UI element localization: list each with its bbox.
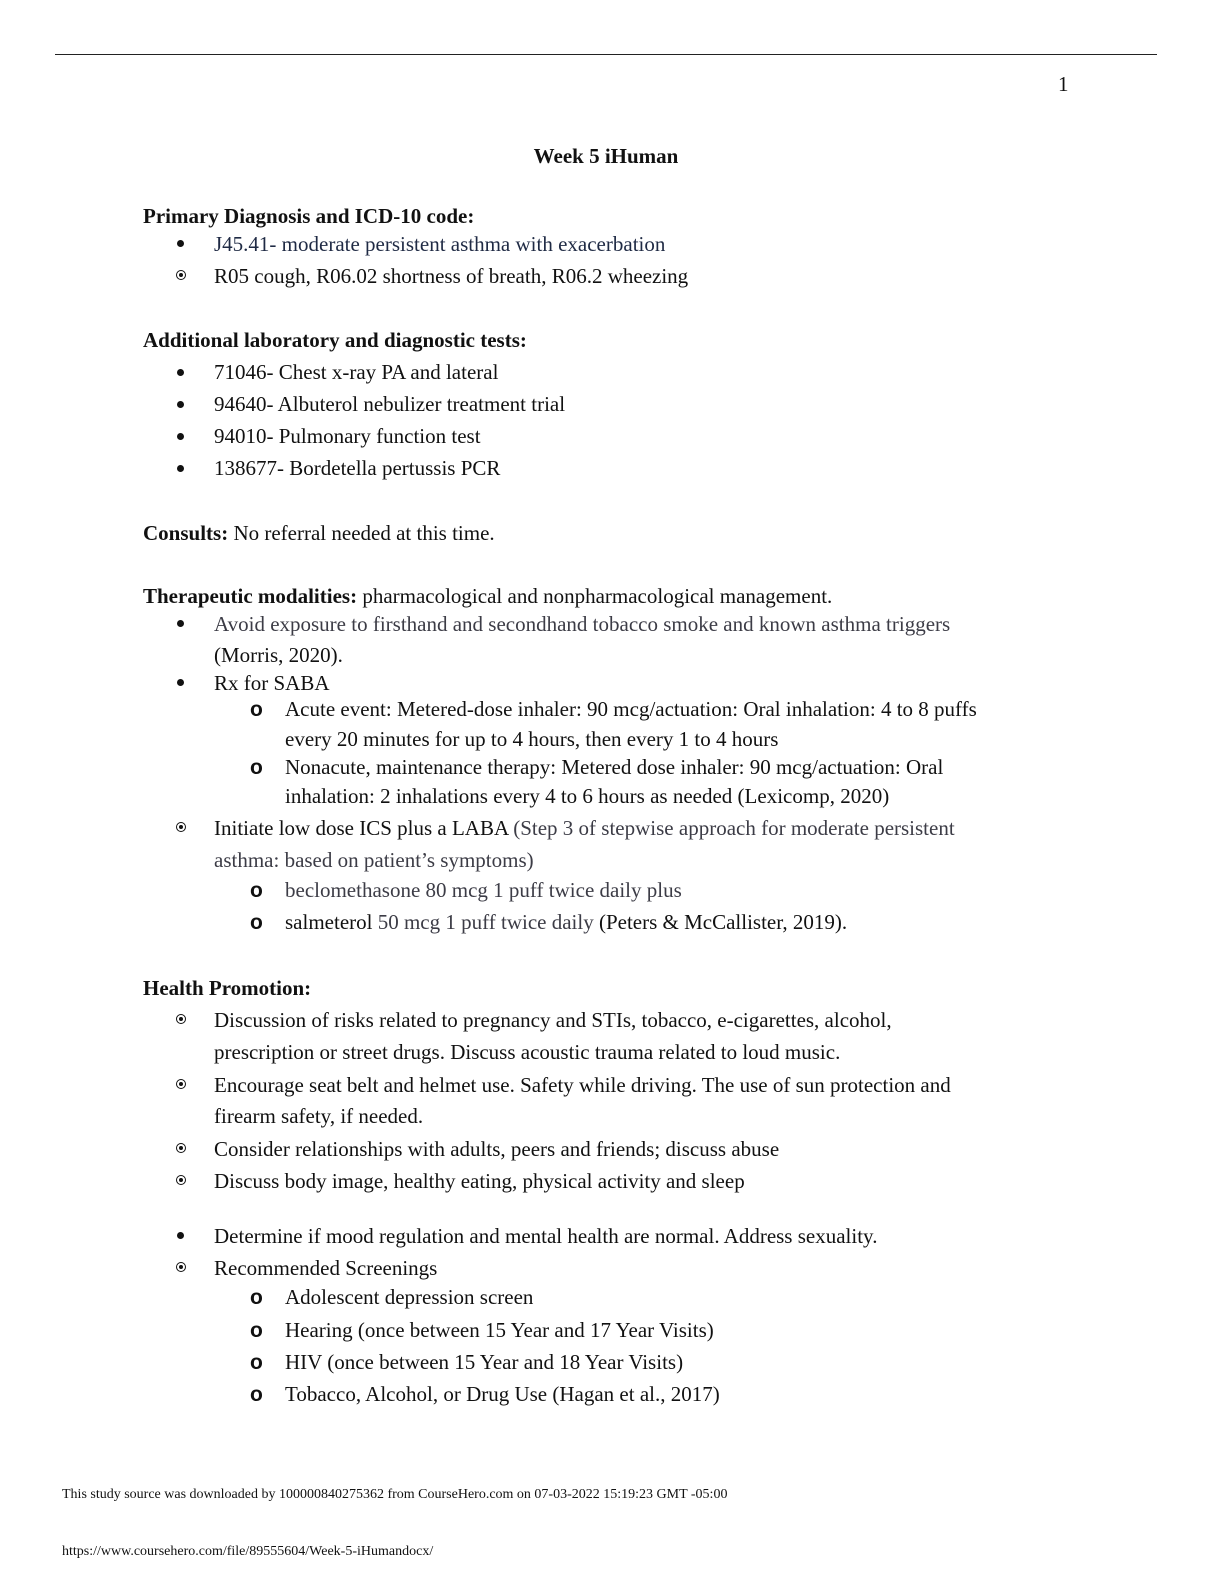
lab-test-item: 71046- Chest x-ray PA and lateral bbox=[214, 360, 499, 384]
screening-item: Adolescent depression screen bbox=[285, 1285, 534, 1309]
bullet-dot-icon bbox=[177, 1232, 184, 1239]
saba-item-line: Acute event: Metered-dose inhaler: 90 mcg/actuation: Oral inhalation: 4 to 8 puffs bbox=[285, 697, 977, 721]
therapeutic-item-line: (Morris, 2020). bbox=[214, 643, 343, 667]
therapeutic-text: pharmacological and nonpharmacological management. bbox=[357, 584, 833, 608]
bullet-ring-icon bbox=[176, 1175, 186, 1185]
therapeutic-paragraph bbox=[143, 581, 832, 612]
saba-item-line: every 20 minutes for up to 4 hours, then every 1 to 4 hours bbox=[285, 727, 779, 751]
health-item-line: prescription or street drugs. Discuss acoustic trauma related to loud music. bbox=[214, 1040, 841, 1064]
bullet-dot-icon bbox=[177, 401, 184, 408]
consults-heading: Consults: bbox=[143, 521, 229, 545]
sub-bullet-o-icon: o bbox=[250, 911, 263, 934]
lab-test-item: 138677- Bordetella pertussis PCR bbox=[214, 456, 501, 480]
therapeutic-heading: Therapeutic modalities: bbox=[143, 584, 358, 608]
bullet-ring-icon bbox=[176, 270, 186, 280]
header-rule bbox=[55, 54, 1157, 55]
salmeterol-dose: 50 mcg 1 puff twice daily bbox=[372, 910, 594, 934]
lab-test-item: 94010- Pulmonary function test bbox=[214, 424, 481, 448]
download-notice: This study source was downloaded by 100000840275362 from CourseHero.com on 07-03-2022 15:19:23 GMT -05:00 bbox=[62, 1487, 728, 1502]
sub-bullet-o-icon: o bbox=[250, 698, 263, 721]
health-item: Consider relationships with adults, peers and friends; discuss abuse bbox=[214, 1137, 780, 1161]
salmeterol-text: salmeterol bbox=[285, 910, 373, 934]
bullet-dot-icon bbox=[177, 369, 184, 376]
ics-item: beclomethasone 80 mcg 1 puff twice daily plus bbox=[285, 878, 682, 902]
source-url-link[interactable]: https://www.coursehero.com/file/89555604/Week-5-iHumandocx/ bbox=[62, 1544, 434, 1559]
bullet-dot-icon bbox=[177, 620, 184, 627]
sub-bullet-o-icon: o bbox=[250, 1383, 263, 1406]
bullet-dot-icon bbox=[177, 240, 184, 247]
bullet-ring-icon bbox=[176, 1014, 186, 1024]
health-item-line: Encourage seat belt and helmet use. Safety while driving. The use of sun protection and bbox=[214, 1073, 951, 1097]
ics-item bbox=[285, 907, 847, 938]
saba-item-line: Nonacute, maintenance therapy: Metered dose inhaler: 90 mcg/actuation: Oral bbox=[285, 755, 944, 779]
salmeterol-citation: (Peters & McCallister, 2019). bbox=[593, 910, 848, 934]
lab-test-item: 94640- Albuterol nebulizer treatment trial bbox=[214, 392, 566, 416]
sub-bullet-o-icon: o bbox=[250, 1286, 263, 1309]
health-item-line: firearm safety, if needed. bbox=[214, 1104, 424, 1128]
bullet-ring-icon bbox=[176, 822, 186, 832]
sub-bullet-o-icon: o bbox=[250, 756, 263, 779]
consults-text: No referral needed at this time. bbox=[228, 521, 495, 545]
health-item: Determine if mood regulation and mental health are normal. Address sexuality. bbox=[214, 1224, 878, 1248]
page-number: 1 bbox=[1058, 72, 1069, 96]
stepwise-text: (Step 3 of stepwise approach for moderate persistent bbox=[507, 816, 955, 840]
therapeutic-item: Rx for SABA bbox=[214, 671, 330, 695]
bullet-ring-icon bbox=[176, 1143, 186, 1153]
diagnosis-item: J45.41- moderate persistent asthma with exacerbation bbox=[214, 232, 666, 256]
sub-bullet-o-icon: o bbox=[250, 1319, 263, 1342]
bullet-dot-icon bbox=[177, 433, 184, 440]
bullet-ring-icon bbox=[176, 1079, 186, 1089]
saba-item-line: inhalation: 2 inhalations every 4 to 6 hours as needed (Lexicomp, 2020) bbox=[285, 784, 890, 808]
health-promotion-heading: Health Promotion: bbox=[143, 976, 312, 1000]
bullet-dot-icon bbox=[177, 679, 184, 686]
health-item: Recommended Screenings bbox=[214, 1256, 438, 1280]
consults-paragraph bbox=[143, 518, 495, 549]
bullet-dot-icon bbox=[177, 465, 184, 472]
screening-item: Hearing (once between 15 Year and 17 Year Visits) bbox=[285, 1318, 714, 1342]
therapeutic-item-line: Avoid exposure to firsthand and secondhand tobacco smoke and known asthma triggers bbox=[214, 612, 951, 636]
diagnosis-item: R05 cough, R06.02 shortness of breath, R06.2 wheezing bbox=[214, 264, 689, 288]
primary-diagnosis-heading: Primary Diagnosis and ICD-10 code: bbox=[143, 204, 475, 228]
health-item-line: Discussion of risks related to pregnancy and STIs, tobacco, e-cigarettes, alcohol, bbox=[214, 1008, 892, 1032]
therapeutic-item-line: asthma: based on patient’s symptoms) bbox=[214, 848, 534, 872]
sub-bullet-o-icon: o bbox=[250, 1351, 263, 1374]
screening-item: Tobacco, Alcohol, or Drug Use (Hagan et al., 2017) bbox=[285, 1382, 720, 1406]
bullet-ring-icon bbox=[176, 1262, 186, 1272]
screening-item: HIV (once between 15 Year and 18 Year Visits) bbox=[285, 1350, 684, 1374]
health-item: Discuss body image, healthy eating, physical activity and sleep bbox=[214, 1169, 745, 1193]
ics-laba-text: Initiate low dose ICS plus a LABA bbox=[214, 816, 508, 840]
lab-tests-heading: Additional laboratory and diagnostic tests: bbox=[143, 328, 527, 352]
sub-bullet-o-icon: o bbox=[250, 879, 263, 902]
therapeutic-item-line bbox=[214, 813, 955, 844]
document-title: Week 5 iHuman bbox=[533, 144, 679, 168]
